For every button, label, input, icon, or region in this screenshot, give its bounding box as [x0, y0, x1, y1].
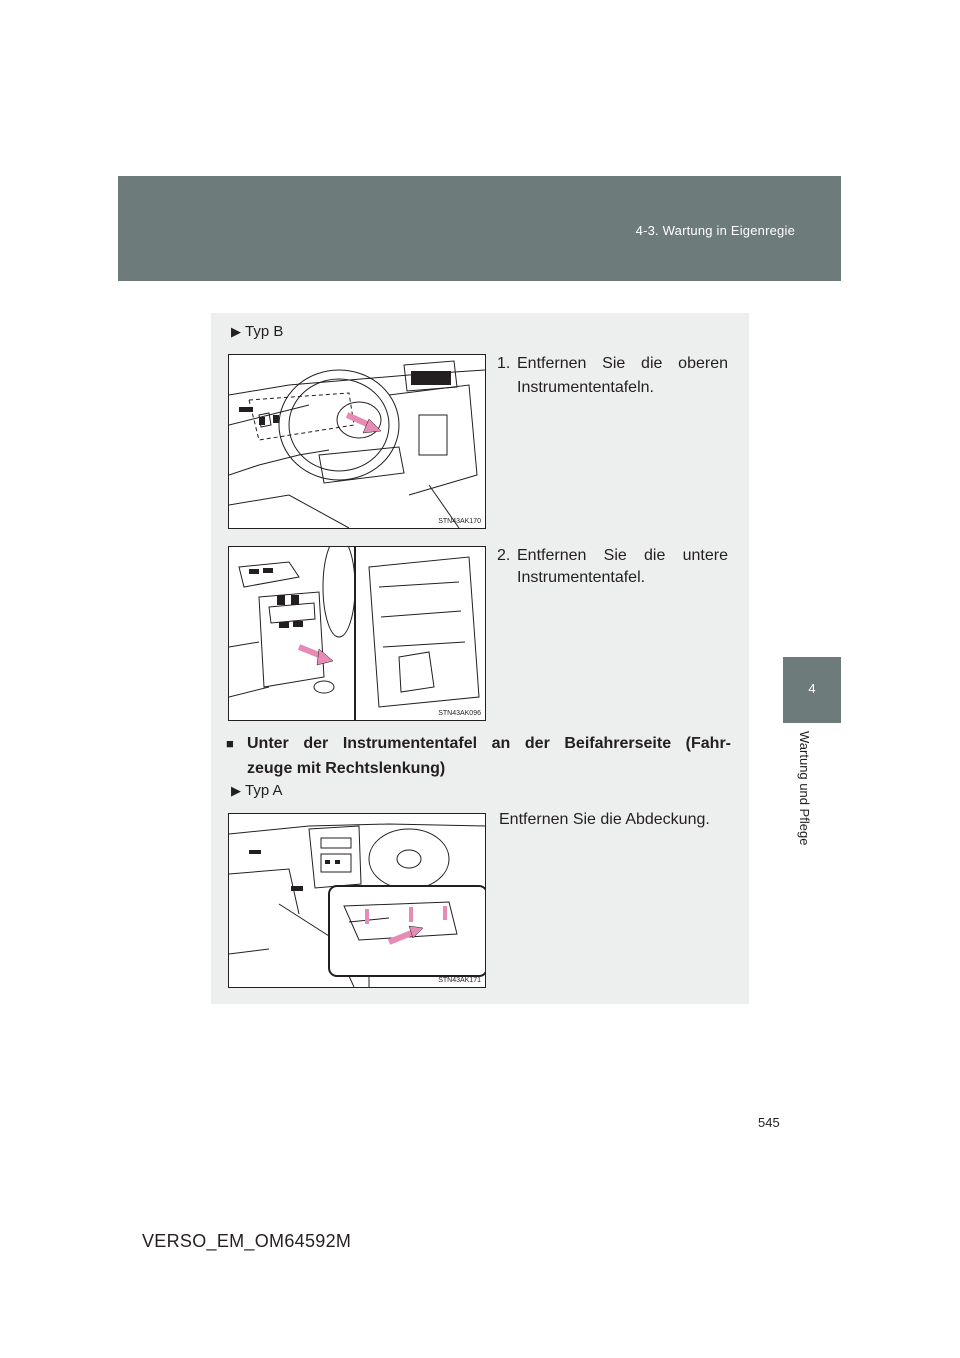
figure-code: STN43AK170 [438, 518, 481, 525]
figure-code: STN43AK096 [438, 710, 481, 717]
step-1 [497, 352, 728, 400]
figure-cover [228, 813, 486, 988]
dashboard-illustration-1 [229, 355, 485, 528]
document-code: VERSO_EM_OM64592M [142, 1231, 352, 1251]
typ-a-label-row [231, 782, 283, 799]
step-number: 2. [497, 547, 511, 564]
figure-code: STN43AK171 [438, 977, 481, 984]
typ-a-label: Typ A [245, 782, 283, 799]
typ-b-label-row [231, 323, 283, 340]
page-number: 545 [758, 1115, 780, 1130]
step-text-line1: Entfernen Sie die untere [517, 547, 728, 564]
header-band [118, 176, 841, 281]
chapter-label: Wartung und Pflege [797, 731, 812, 846]
square-bullet-icon: ■ [226, 736, 234, 751]
heading-line2: zeuge mit Rechtslenkung) [247, 760, 446, 777]
typ-b-label: Typ B [245, 323, 284, 340]
typ-a-instruction: Entfernen Sie die Abdeckung. [499, 811, 710, 828]
step-2 [497, 544, 728, 592]
dashboard-illustration-3 [229, 814, 485, 987]
chapter-number: 4 [808, 681, 816, 696]
step-number: 1. [497, 355, 511, 372]
dashboard-illustration-2 [229, 547, 485, 720]
figure-upper-panels [228, 354, 486, 529]
step-text-line1: Entfernen Sie die oberen [517, 355, 728, 372]
triangle-right-icon: ▶ [231, 783, 241, 798]
triangle-right-icon: ▶ [231, 324, 241, 339]
step-text-line2: Instrumententafel. [517, 569, 646, 586]
figure-lower-panel [228, 546, 486, 721]
chapter-tab [783, 657, 841, 723]
heading-line1: Unter der Instrumententafel an der Beifahrerseite (Fahr- [247, 735, 731, 752]
section-title: 4-3. Wartung in Eigenregie [635, 223, 795, 238]
step-text-line2: Instrumententafeln. [517, 379, 654, 396]
